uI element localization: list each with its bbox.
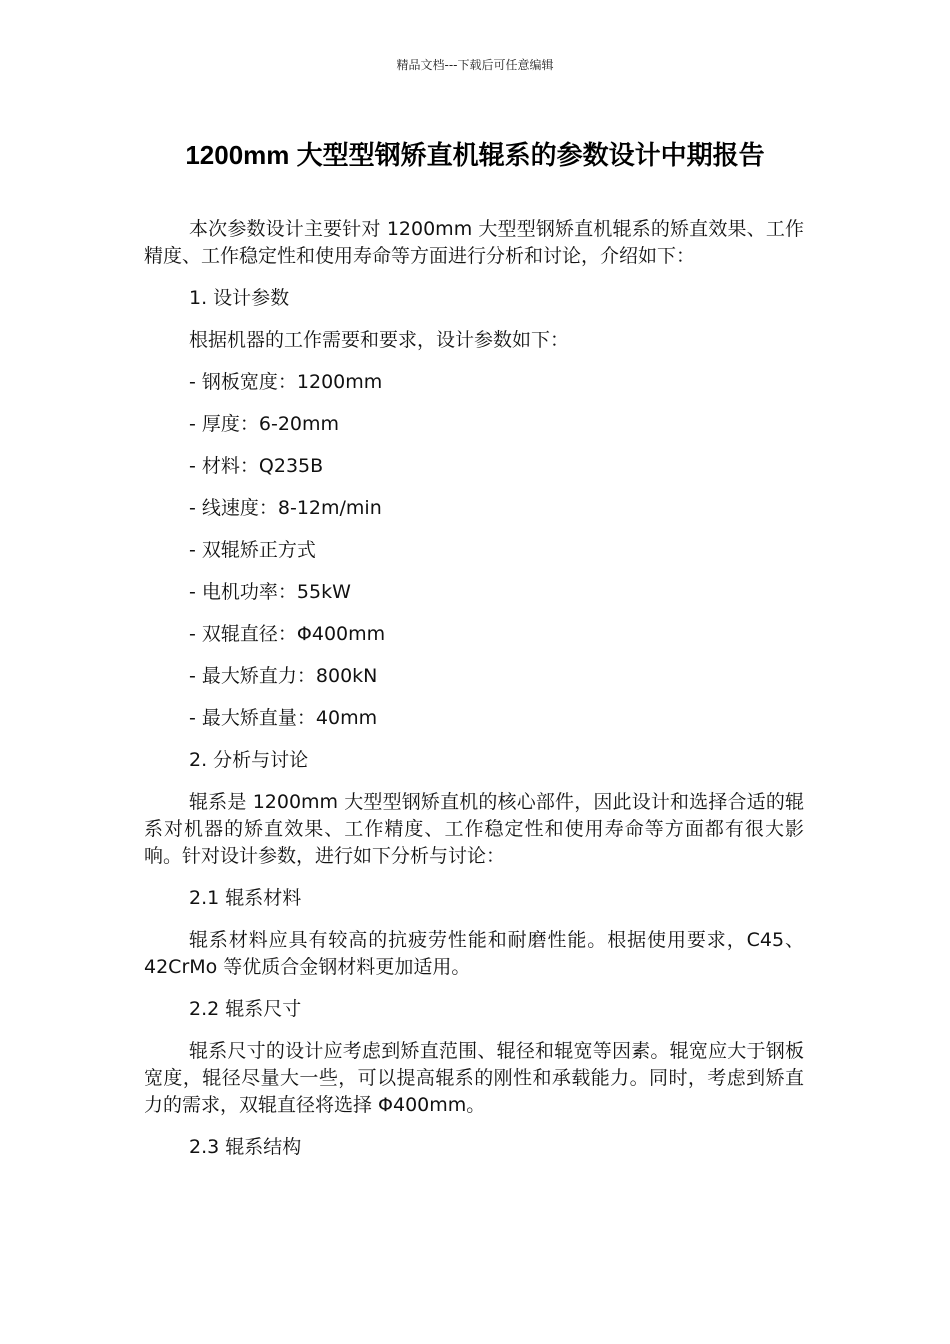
subsection-2-2-heading: 2.2 辊系尺寸 [189,998,302,1020]
param-item-max-force: - 最大矫直力：800kN [189,665,378,687]
document-body [144,216,804,1161]
subsection-2-1-heading: 2.1 辊系材料 [189,887,302,909]
param-item-material: - 材料：Q235B [189,455,324,477]
section-1-lead: 根据机器的工作需要和要求，设计参数如下： [189,329,570,351]
section-2-heading: 2. 分析与讨论 [189,749,309,771]
param-item-straightening-mode: - 双辊矫正方式 [189,539,316,561]
section-2-lead: 辊系是 1200mm 大型型钢矫直机的核心部件，因此设计和选择合适的辊系对机器的矫直效果、工作精度、工作稳定性和使用寿命等方面都有很大影响。针对设计参数，进行如下分析与讨论： [144,791,804,867]
page-header: 精品文档---下载后可任意编辑 [396,58,554,72]
intro-paragraph: 本次参数设计主要针对 1200mm 大型型钢矫直机辊系的矫直效果、工作精度、工作稳定性和使用寿命等方面进行分析和讨论，介绍如下： [144,218,804,267]
subsection-2-1-text: 辊系材料应具有较高的抗疲劳性能和耐磨性能。根据使用要求，C45、42CrMo 等优质合金钢材料更加适用。 [144,929,804,978]
section-1-heading: 1. 设计参数 [189,287,290,309]
param-item-thickness: - 厚度：6-20mm [189,413,340,435]
document-title: 1200mm 大型型钢矫直机辊系的参数设计中期报告 [185,140,765,170]
param-item-roll-diameter: - 双辊直径：Φ400mm [189,623,386,645]
param-item-line-speed: - 线速度：8-12m/min [189,497,382,519]
subsection-2-2-text: 辊系尺寸的设计应考虑到矫直范围、辊径和辊宽等因素。辊宽应大于钢板宽度，辊径尽量大一些，可以提高辊系的刚性和承载能力。同时，考虑到矫直力的需求，双辊直径将选择 Φ400mm。 [144,1040,804,1116]
param-item-steel-width: - 钢板宽度：1200mm [189,371,383,393]
subsection-2-3-heading: 2.3 辊系结构 [189,1136,302,1158]
param-item-max-amount: - 最大矫直量：40mm [189,707,378,729]
param-item-motor-power: - 电机功率：55kW [189,581,351,603]
